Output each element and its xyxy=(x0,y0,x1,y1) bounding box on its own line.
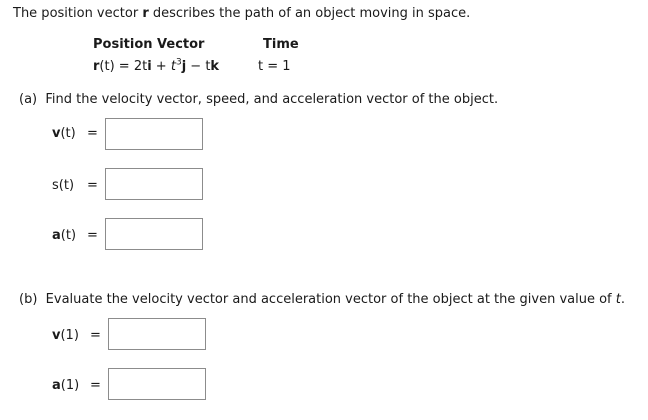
acceleration-at-1-label xyxy=(52,378,79,393)
intro-text-after: describes the path of an object moving in space. xyxy=(148,6,471,21)
part-b-text: Evaluate the velocity vector and acceleration vector of the object at the given value of xyxy=(45,292,616,307)
t-var: t xyxy=(170,59,176,74)
velocity-at-1-equals: = xyxy=(90,328,101,343)
acceleration-input[interactable] xyxy=(105,218,203,250)
unit-k: k xyxy=(210,59,220,74)
velocity-label-rest: (t) xyxy=(60,126,76,141)
acceleration-at-1-bold: a xyxy=(52,378,61,393)
unit-j: j xyxy=(181,59,187,74)
speed-equals: = xyxy=(87,178,98,193)
acceleration-label-rest: (t) xyxy=(60,228,77,243)
speed-label xyxy=(52,178,74,193)
velocity-label xyxy=(52,126,76,141)
unit-i: i xyxy=(147,59,152,74)
acceleration-label-bold: a xyxy=(52,228,61,243)
velocity-at-1-label xyxy=(52,328,79,343)
acceleration-at-1-input[interactable] xyxy=(108,368,206,400)
position-vector-value xyxy=(93,59,219,74)
part-b-prompt xyxy=(19,292,625,307)
velocity-input[interactable] xyxy=(105,118,203,150)
velocity-equals: = xyxy=(87,126,98,141)
minus-term: − t xyxy=(186,59,211,74)
velocity-label-bold: v xyxy=(52,126,61,141)
intro-text-before: The position vector xyxy=(13,6,143,21)
part-b-period: . xyxy=(620,292,625,307)
part-a-text: Find the velocity vector, speed, and acceleration vector of the object. xyxy=(45,92,499,107)
position-lhs-rest: (t) = 2t xyxy=(99,59,148,74)
acceleration-at-1-equals: = xyxy=(90,378,101,393)
velocity-at-1-input[interactable] xyxy=(108,318,206,350)
exponent: 3 xyxy=(175,57,182,68)
position-lhs-bold: r xyxy=(93,59,100,74)
speed-label-text: s(t) xyxy=(52,178,75,193)
acceleration-at-1-rest: (1) xyxy=(60,378,80,393)
speed-input[interactable] xyxy=(105,168,203,200)
part-a-prompt xyxy=(19,92,498,107)
part-a-label: (a) xyxy=(19,92,38,107)
position-vector-header: Position Vector xyxy=(93,37,205,52)
velocity-at-1-rest: (1) xyxy=(60,328,79,343)
plus-sign: + xyxy=(151,59,171,74)
part-b-var: t xyxy=(615,292,621,307)
acceleration-equals: = xyxy=(87,228,98,243)
acceleration-label xyxy=(52,228,76,243)
intro-vector-symbol: r xyxy=(142,6,149,21)
time-header: Time xyxy=(263,37,299,52)
velocity-at-1-bold: v xyxy=(52,328,61,343)
time-value: t = 1 xyxy=(258,59,291,74)
part-b-label: (b) xyxy=(19,292,38,307)
problem-statement xyxy=(13,6,470,21)
